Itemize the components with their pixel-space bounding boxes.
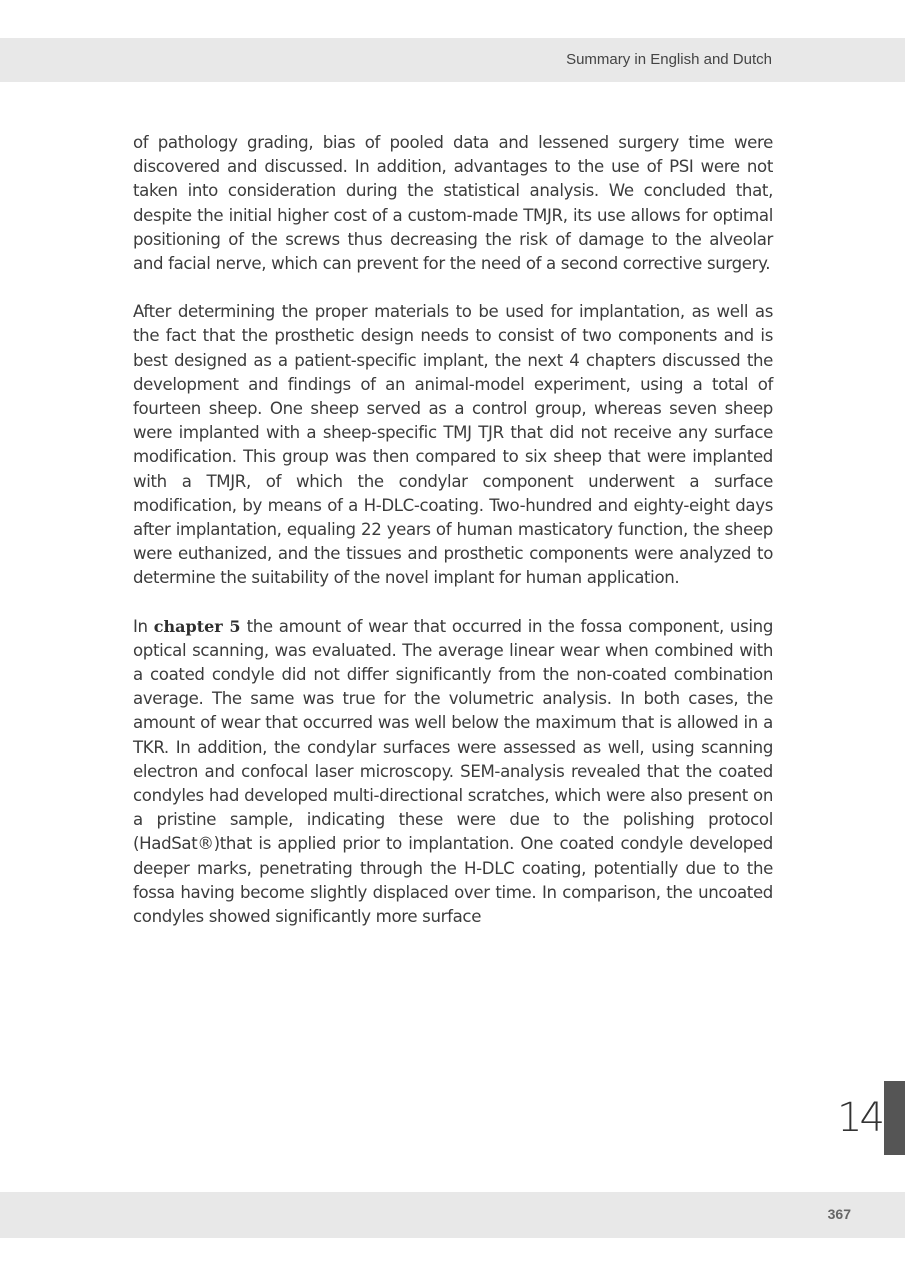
paragraph-3 [133, 615, 773, 930]
paragraph-3-text: the amount of wear that occurred in the fossa component, using optical scanning, was evaluated. The average linear wear when combined with a coated condyle did not differ significantly from the non-coated combination average. The same was true for the volumetric analysis. In both cases, the amount of wear that occurred was well below the maximum that is allowed in a TKR. In addition, the condylar surfaces were assessed as well, using scanning electron and confocal laser microscopy. SEM-analysis revealed that the coated condyles had developed multi-directional scratches, which were also present on a pristine sample, indicating these were due to the polishing protocol (HadSat®)that is applied prior to implantation. One coated condyle developed deeper marks, penetrating through the H-DLC coating, potentially due to the fossa having become slightly displaced over time. In comparison, the uncoated condyles showed significantly more surface [133, 616, 774, 927]
chapter-number: 14 [837, 1095, 882, 1141]
paragraph-1: of pathology grading, bias of pooled data and lessened surgery time were discovered and discussed. In addition, advantages to the use of PSI were not taken into consideration during the statistical analysis. We concluded that, despite the initial higher cost of a custom-made TMJR, its use allows for optimal positioning of the screws thus decreasing the risk of damage to the alveolar and facial nerve, which can prevent for the need of a second corrective surgery. [133, 133, 773, 274]
chapter-tab-marker [884, 1081, 905, 1155]
paragraph-2: After determining the proper materials to be used for implantation, as well as the fact that the prosthetic design needs to consist of two components and is best designed as a patient-specific implant, the next 4 chapters discussed the development and findings of an animal-model experiment, using a total of fourteen sheep. One sheep served as a control group, whereas seven sheep were implanted with a sheep-specific TMJ TJR that did not receive any surface modification. This group was then compared to six sheep that were implanted with a TMJR, of which the condylar component underwent a surface modification, by means of a H-DLC-coating. Two-hundred and eighty-eight days after implantation, equaling 22 years of human masticatory function, the sheep were euthanized, and the tissues and prosthetic components were analyzed to determine the suitability of the novel implant for human application. [133, 302, 773, 588]
paragraph-3-prefix: In [133, 616, 154, 636]
body-text [133, 131, 773, 953]
page-number: 367 [827, 1206, 851, 1222]
chapter-reference: chapter 5 [153, 616, 241, 636]
running-footer [0, 1192, 905, 1238]
running-header [0, 38, 905, 82]
running-header-title: Summary in English and Dutch [566, 51, 772, 68]
